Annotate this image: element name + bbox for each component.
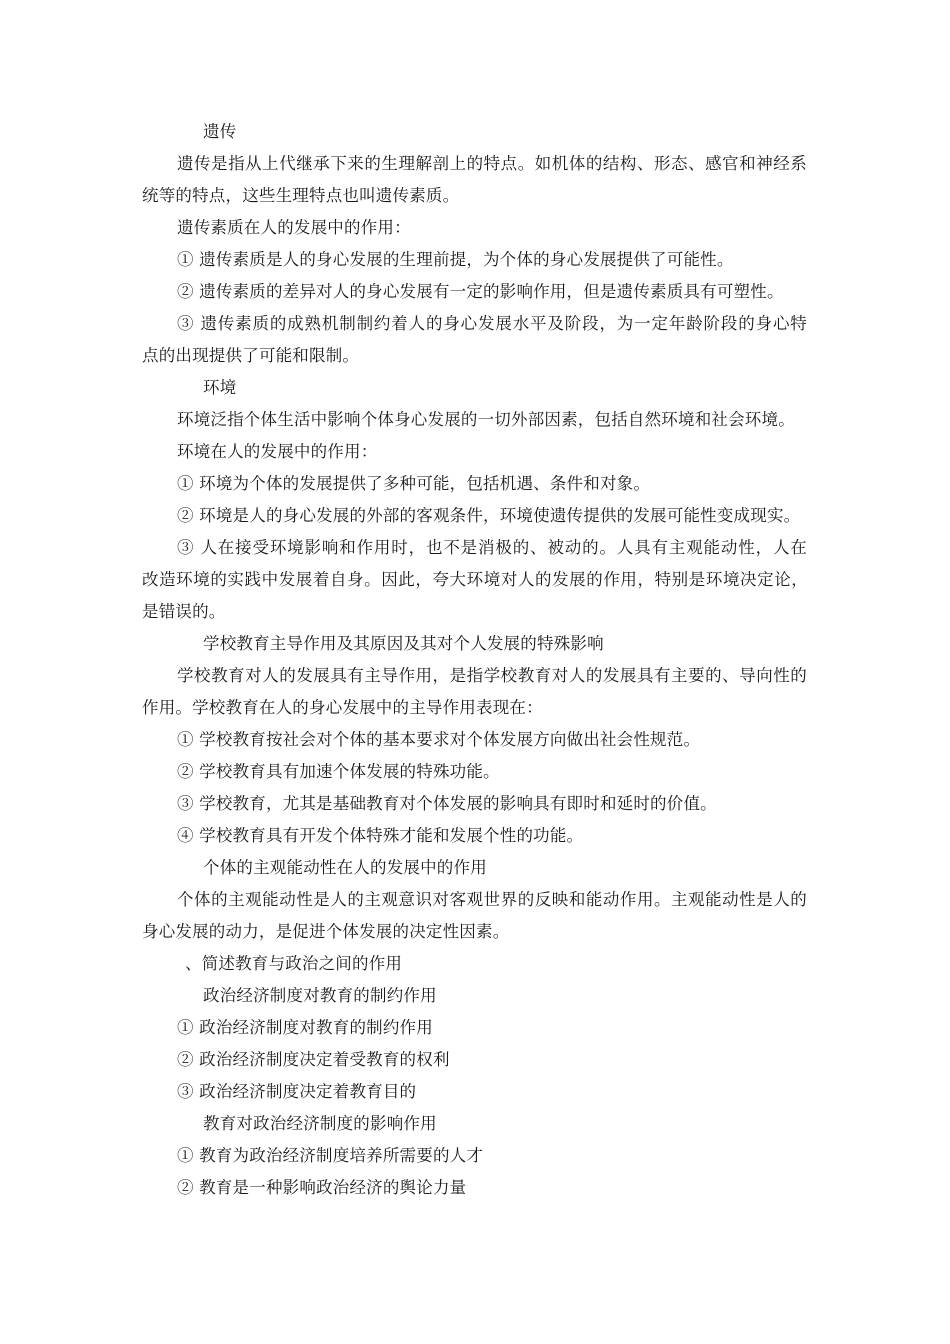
list-item: ① 教育为政治经济制度培养所需要的人才: [177, 1146, 484, 1165]
paragraph-line: 是错误的。: [142, 602, 226, 621]
list-item: ② 学校教育具有加速个体发展的特殊功能。: [177, 762, 500, 781]
heading-political-constraint: 政治经济制度对教育的制约作用: [203, 986, 437, 1005]
list-item: ② 环境是人的身心发展的外部的客观条件，环境使遗传提供的发展可能性变成现实。: [177, 506, 801, 525]
heading-subjective-initiative: 个体的主观能动性在人的发展中的作用: [203, 858, 487, 877]
paragraph-line: 学校教育对人的发展具有主导作用，是指学校教育对人的发展具有主要的、导向性的: [177, 666, 807, 685]
list-item: ② 教育是一种影响政治经济的舆论力量: [177, 1178, 467, 1197]
paragraph-line: 环境泛指个体生活中影响个体身心发展的一切外部因素，包括自然环境和社会环境。: [177, 410, 795, 429]
list-item: ③ 遗传素质的成熟机制制约着人的身心发展水平及阶段，为一定年龄阶段的身心特: [177, 314, 807, 333]
heading-environment: 环境: [203, 378, 237, 397]
list-item: ② 遗传素质的差异对人的身心发展有一定的影响作用，但是遗传素质具有可塑性。: [177, 282, 784, 301]
heading-school-education: 学校教育主导作用及其原因及其对个人发展的特殊影响: [203, 634, 604, 653]
paragraph-line: 遗传是指从上代继承下来的生理解剖上的特点。如机体的结构、形态、感官和神经系: [177, 154, 807, 173]
list-item: ① 学校教育按社会对个体的基本要求对个体发展方向做出社会性规范。: [177, 730, 701, 749]
subheading-line: 环境在人的发展中的作用：: [177, 442, 378, 461]
subheading-line: 遗传素质在人的发展中的作用：: [177, 218, 411, 237]
paragraph-line: 改造环境的实践中发展着自身。因此，夸大环境对人的发展的作用，特别是环境决定论，: [142, 570, 808, 589]
heading-education-influence: 教育对政治经济制度的影响作用: [203, 1114, 437, 1133]
heading-heredity: 遗传: [203, 122, 237, 141]
paragraph-line: 身心发展的动力，是促进个体发展的决定性因素。: [142, 922, 510, 941]
list-item: ④ 学校教育具有开发个体特殊才能和发展个性的功能。: [177, 826, 584, 845]
list-item: ② 政治经济制度决定着受教育的权利: [177, 1050, 450, 1069]
list-item: ① 环境为个体的发展提供了多种可能，包括机遇、条件和对象。: [177, 474, 651, 493]
list-item: ① 遗传素质是人的身心发展的生理前提，为个体的身心发展提供了可能性。: [177, 250, 734, 269]
section-title: 、简述教育与政治之间的作用: [185, 954, 403, 973]
paragraph-line: 点的出现提供了可能和限制。: [142, 346, 360, 365]
list-item: ① 政治经济制度对教育的制约作用: [177, 1018, 433, 1037]
list-item: ③ 政治经济制度决定着教育目的: [177, 1082, 417, 1101]
paragraph-line: 个体的主观能动性是人的主观意识对客观世界的反映和能动作用。主观能动性是人的: [177, 890, 807, 909]
list-item: ③ 人在接受环境影响和作用时，也不是消极的、被动的。人具有主观能动性，人在: [177, 538, 807, 557]
list-item: ③ 学校教育，尤其是基础教育对个体发展的影响具有即时和延时的价值。: [177, 794, 717, 813]
paragraph-line: 统等的特点，这些生理特点也叫遗传素质。: [142, 186, 460, 205]
paragraph-line: 作用。学校教育在人的身心发展中的主导作用表现在：: [142, 698, 543, 717]
